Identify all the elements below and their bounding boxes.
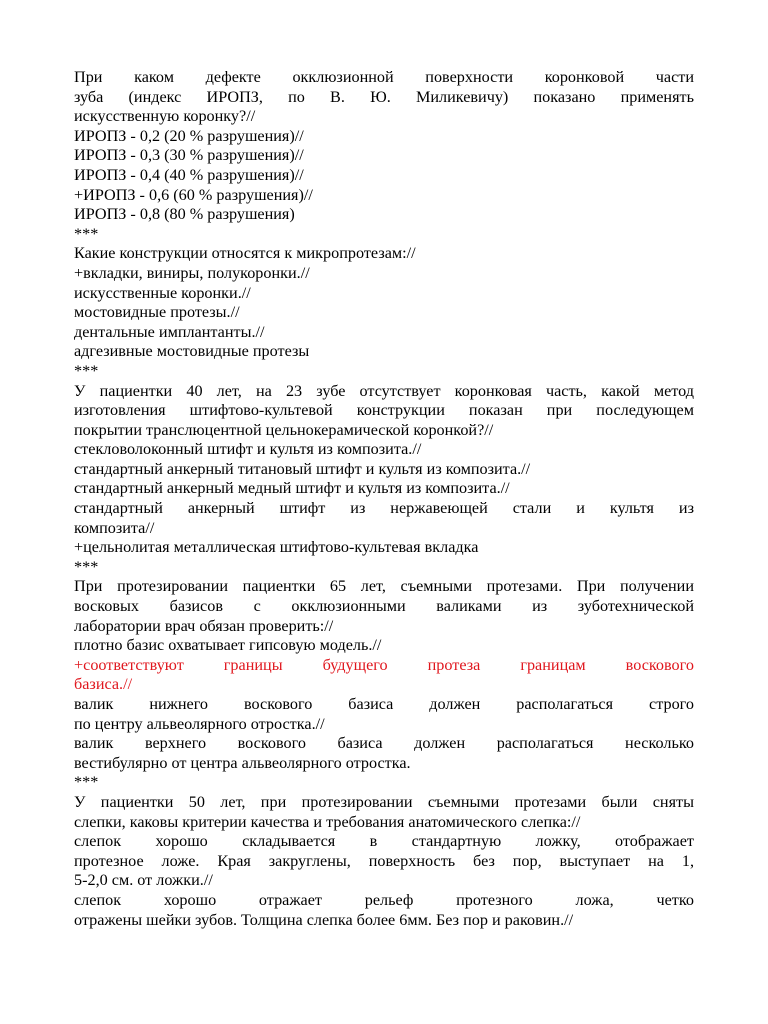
text-line: вестибулярно от центра альвеолярного отростка.: [74, 753, 411, 772]
question-block: [74, 577, 694, 793]
text-line: базиса.//: [74, 675, 133, 694]
question-block: [74, 382, 694, 578]
question-text: У пациентки 40 лет, на 23 зубе отсутствует коронковая часть, какой метод: [74, 381, 694, 400]
text-line: стандартный анкерный титановый штифт и культя из композита.//: [74, 459, 531, 478]
text-line: +цельнолитая металлическая штифтово-культевая вкладка: [74, 538, 479, 557]
question-block: [74, 244, 694, 381]
separator: ***: [74, 557, 99, 576]
text-line: слепки, каковы критерии качества и требования анатомического слепка://: [74, 812, 581, 831]
text-line: ИРОПЗ - 0,2 (20 % разрушения)//: [74, 126, 304, 145]
text-line: плотно базис охватывает гипсовую модель.//: [74, 636, 382, 655]
separator: ***: [74, 224, 99, 243]
text-line: валик верхнего воскового базиса должен располагаться несколько: [74, 734, 694, 753]
text-line: композита//: [74, 518, 155, 537]
text-line: +соответствуют границы будущего протеза границам воскового: [74, 655, 694, 674]
text-line: лаборатории врач обязан проверить://: [74, 616, 334, 635]
text-line: ИРОПЗ - 0,4 (40 % разрушения)//: [74, 165, 304, 184]
question-text: У пациентки 50 лет, при протезировании съемными протезами были сняты: [74, 792, 694, 811]
question-text: Какие конструкции относятся к микропротезам://: [74, 244, 416, 263]
separator: ***: [74, 361, 99, 380]
text-line: покрытии транслюцентной цельнокерамической коронкой?//: [74, 420, 494, 439]
text-line: 5-2,0 см. от ложки.//: [74, 871, 213, 890]
text-line: искусственную коронку?//: [74, 107, 256, 126]
text-line: адгезивные мостовидные протезы: [74, 342, 310, 361]
text-line: валик нижнего воскового базиса должен располагаться строго: [74, 695, 694, 713]
question-block: [74, 793, 694, 930]
text-line: по центру альвеолярного отростка.//: [74, 714, 325, 733]
text-line: дентальные имплантанты.//: [74, 322, 265, 341]
text-line: отражены шейки зубов. Толщина слепка более 6мм. Без пор и раковин.//: [74, 910, 574, 929]
text-line: ИРОПЗ - 0,8 (80 % разрушения): [74, 205, 295, 224]
text-line: зуба (индекс ИРОПЗ, по В. Ю. Миликевичу) показано применять: [74, 87, 694, 106]
text-line: восковых базисов с окклюзионными валиками из зуботехнической: [74, 597, 694, 616]
text-line: стандартный анкерный медный штифт и культя из композита.//: [74, 479, 510, 498]
question-text: При каком дефекте окклюзионной поверхности коронковой части: [74, 68, 694, 86]
text-line: слепок хорошо складывается в стандартную ложку, отображает: [74, 832, 694, 851]
text-line: протезное ложе. Края закруглены, поверхность без пор, выступает на 1,: [74, 851, 694, 870]
text-line: ИРОПЗ - 0,3 (30 % разрушения)//: [74, 146, 304, 165]
question-text: При протезировании пациентки 65 лет, съемными протезами. При получении: [74, 577, 694, 596]
text-line: слепок хорошо отражает рельеф протезного ложа, четко: [74, 890, 694, 909]
text-line: изготовления штифтово-культевой конструкции показан при последующем: [74, 401, 694, 420]
text-line: мостовидные протезы.//: [74, 303, 240, 322]
text-line: +вкладки, виниры, полукоронки.//: [74, 263, 310, 282]
question-block: [74, 68, 694, 244]
text-line: +ИРОПЗ - 0,6 (60 % разрушения)//: [74, 185, 313, 204]
text-line: стандартный анкерный штифт из нержавеющей стали и культя из: [74, 499, 694, 518]
text-line: стекловолоконный штифт и культя из композита.//: [74, 440, 422, 459]
separator: ***: [74, 773, 99, 792]
text-line: искусственные коронки.//: [74, 283, 251, 302]
